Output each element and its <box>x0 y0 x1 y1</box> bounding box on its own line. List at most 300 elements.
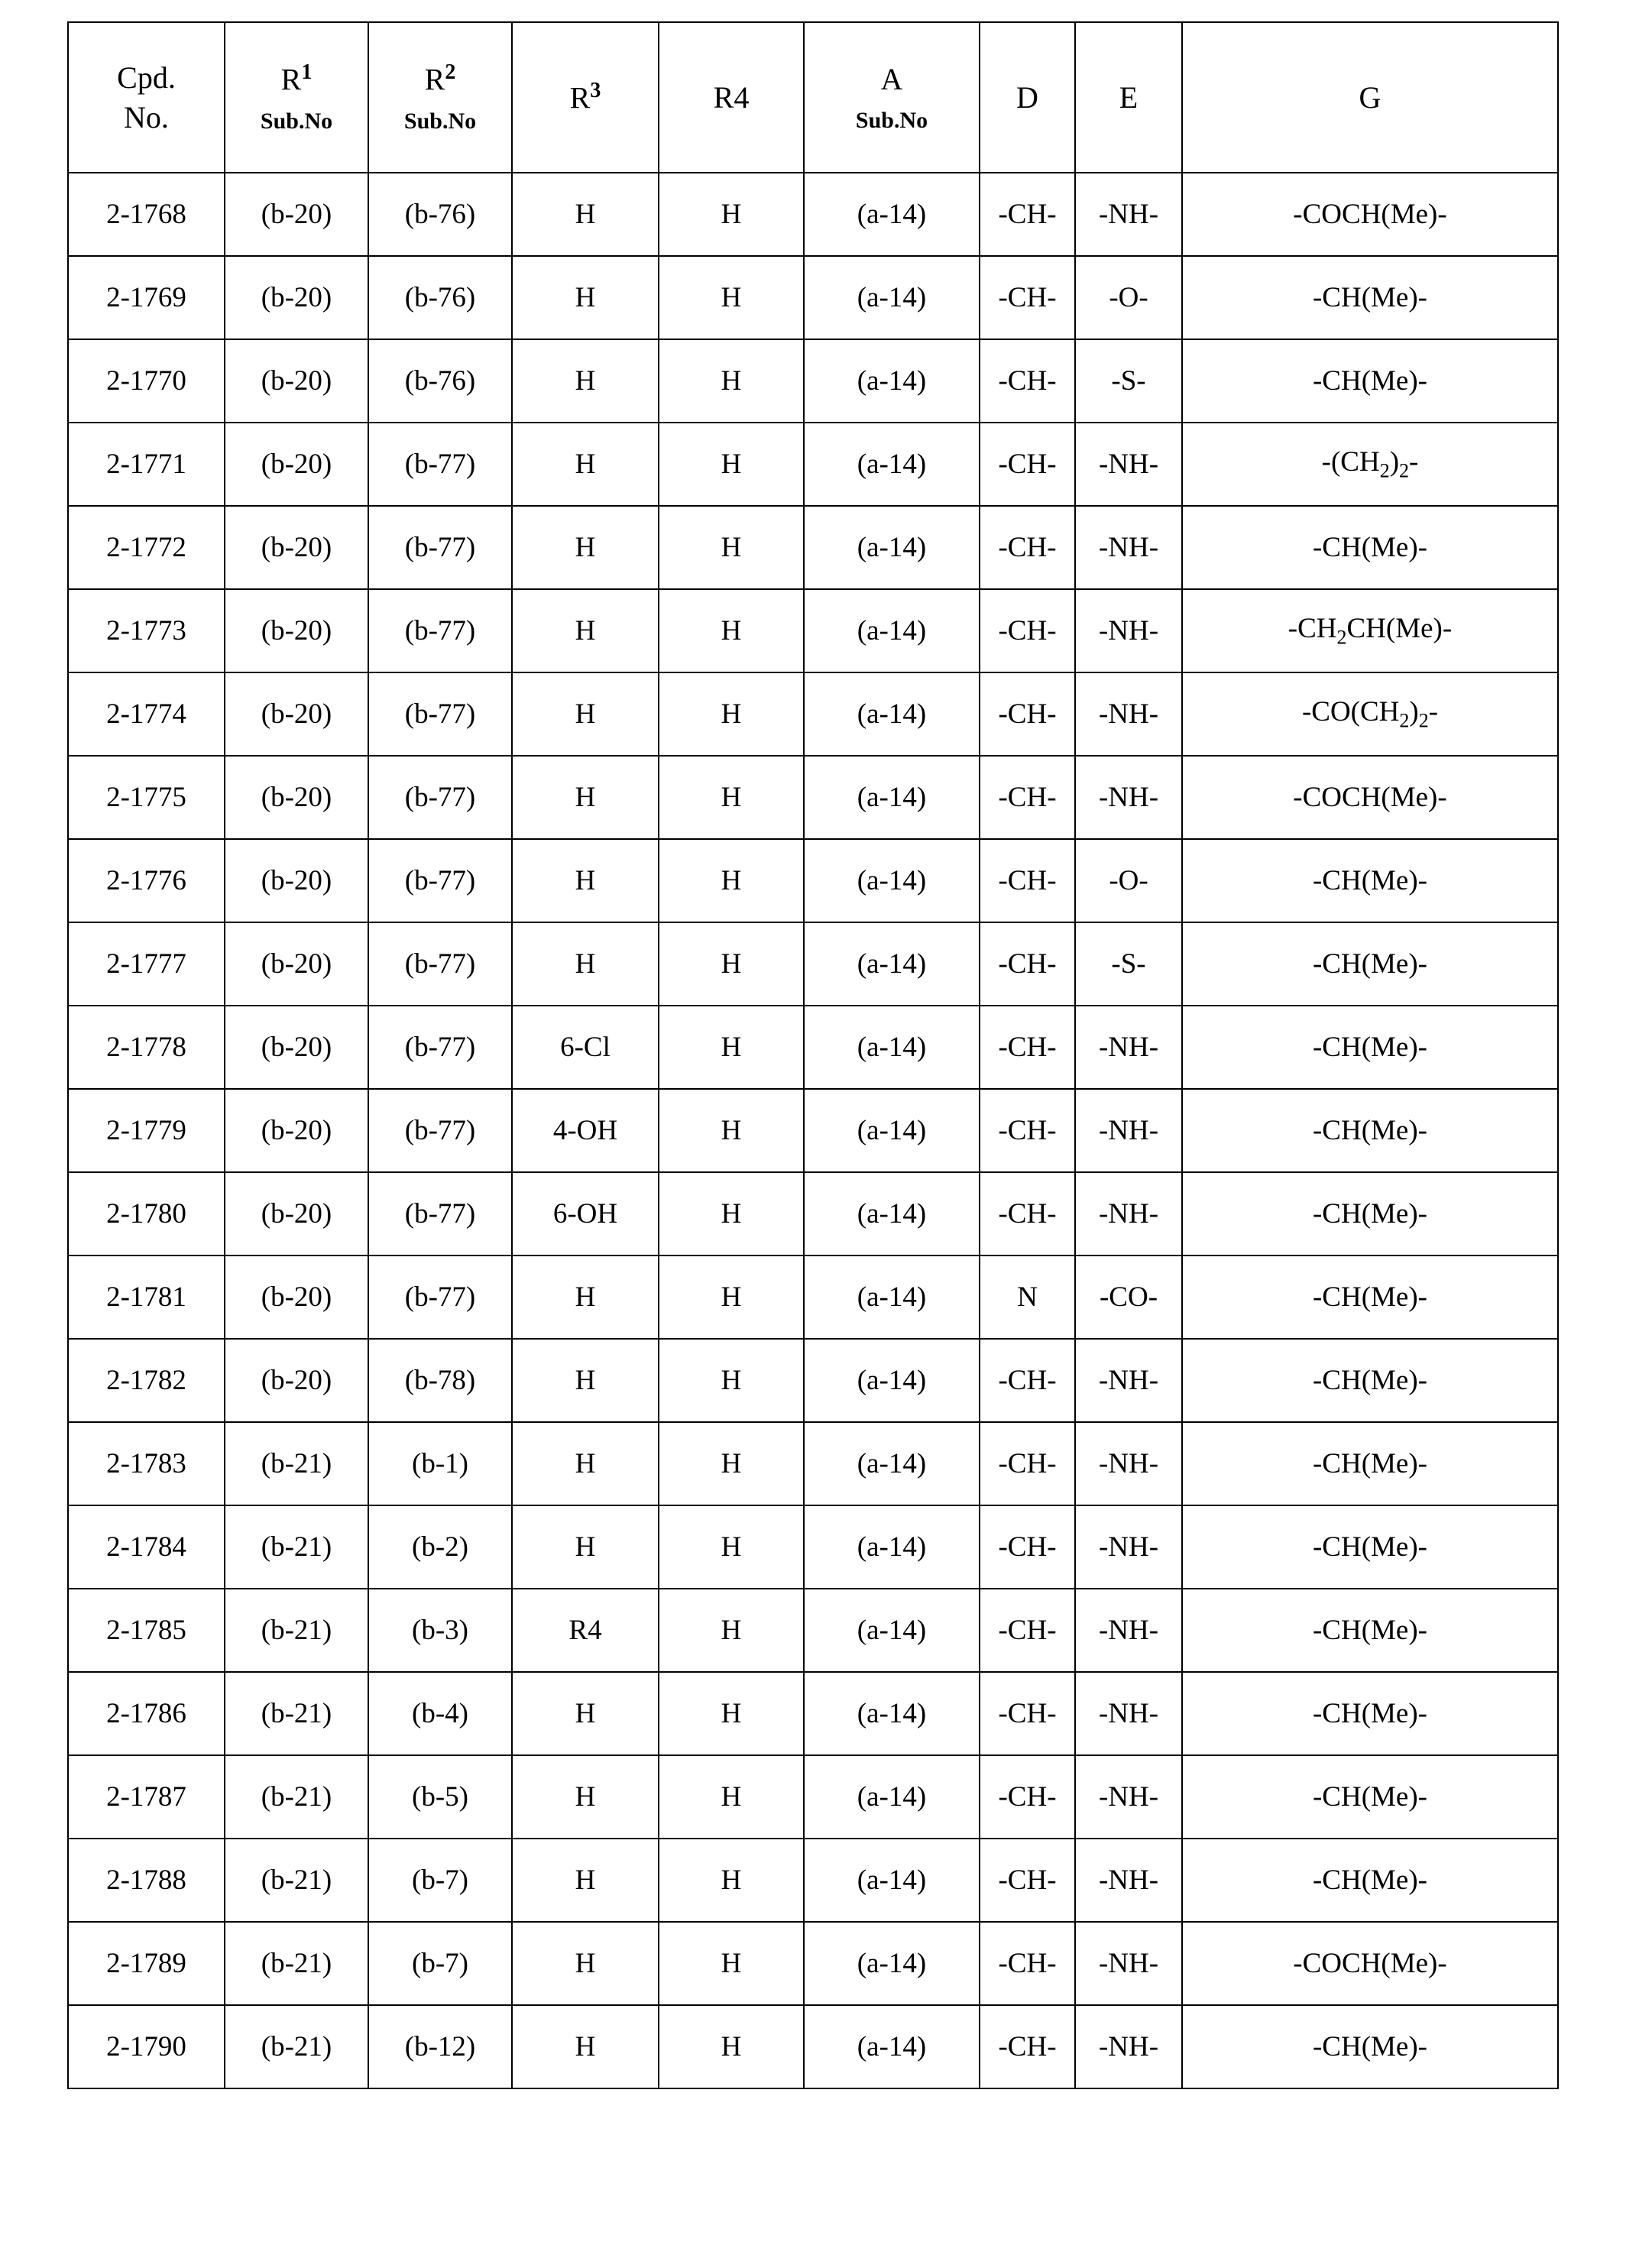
cell-a <box>804 1256 980 1339</box>
cell-e-text: -NH- <box>1098 1865 1159 1896</box>
cell-r1 <box>225 1006 368 1089</box>
cell-cpd-no <box>68 1339 225 1422</box>
cell-r4-text: H <box>721 1448 742 1479</box>
cell-g-text: -CH(Me)- <box>1312 1198 1427 1230</box>
cell-r2-text: (b-77) <box>404 1115 476 1146</box>
cell-r3-text: H <box>575 782 596 813</box>
cell-r2 <box>368 1589 512 1672</box>
cell-r1-text: (b-21) <box>261 1865 332 1896</box>
cell-a <box>804 756 980 839</box>
cell-a-text: (a-14) <box>857 1615 927 1646</box>
cell-r2-text: (b-77) <box>404 615 476 646</box>
cell-r3 <box>512 1339 659 1422</box>
cell-d <box>980 1089 1075 1172</box>
cell-r2-text: (b-2) <box>412 1531 468 1563</box>
cell-r1 <box>225 256 368 339</box>
cell-e <box>1075 839 1182 922</box>
cell-a <box>804 1589 980 1672</box>
cell-r4 <box>659 1672 804 1755</box>
cell-a <box>804 1922 980 2005</box>
cell-d <box>980 1339 1075 1422</box>
cell-r2-text: (b-78) <box>404 1365 476 1396</box>
cell-r4 <box>659 1755 804 1839</box>
cell-d <box>980 173 1075 256</box>
cell-r1 <box>225 1672 368 1755</box>
table-row <box>68 1339 1558 1422</box>
cell-g-text: -CH(Me)- <box>1312 282 1427 313</box>
cell-d-text: -CH- <box>998 1198 1057 1230</box>
cell-g-text: -CH(Me)- <box>1312 1698 1427 1729</box>
cell-d-text: -CH- <box>998 365 1057 397</box>
cell-a-text: (a-14) <box>857 1281 927 1313</box>
cell-g <box>1182 1839 1558 1922</box>
cell-r1 <box>225 339 368 423</box>
cell-r1-text: (b-20) <box>261 365 332 397</box>
cell-g <box>1182 672 1558 756</box>
cell-d <box>980 672 1075 756</box>
cell-r4 <box>659 423 804 506</box>
cell-a <box>804 589 980 672</box>
cell-r3 <box>512 922 659 1006</box>
cell-cpd-no <box>68 1755 225 1839</box>
cell-e <box>1075 1589 1182 1672</box>
cell-cpd-no-text: 2-1769 <box>106 282 186 313</box>
cell-e <box>1075 173 1182 256</box>
cell-r4 <box>659 672 804 756</box>
header-r3 <box>512 22 659 173</box>
cell-r3-text: H <box>575 865 596 896</box>
cell-r2-text: (b-3) <box>412 1615 468 1646</box>
cell-e <box>1075 2005 1182 2088</box>
cell-r4 <box>659 839 804 922</box>
cell-r2-text: (b-12) <box>404 2031 476 2062</box>
cell-e <box>1075 589 1182 672</box>
cell-cpd-no <box>68 173 225 256</box>
cell-r2 <box>368 1339 512 1422</box>
cell-r3 <box>512 1672 659 1755</box>
cell-r3 <box>512 2005 659 2088</box>
cell-g-text: -CH(Me)- <box>1312 1615 1427 1646</box>
table-row <box>68 506 1558 589</box>
cell-g <box>1182 756 1558 839</box>
cell-e-text: -CO- <box>1099 1281 1158 1313</box>
cell-r3 <box>512 1422 659 1505</box>
cell-d-text: -CH- <box>998 282 1057 313</box>
cell-d-text: -CH- <box>998 2031 1057 2062</box>
cell-r4-text: H <box>721 2031 742 2062</box>
cell-r2-text: (b-77) <box>404 449 476 480</box>
cell-r2 <box>368 173 512 256</box>
cell-a-text: (a-14) <box>857 1698 927 1729</box>
cell-r4-text: H <box>721 615 742 646</box>
cell-g <box>1182 423 1558 506</box>
cell-r2-text: (b-77) <box>404 1198 476 1230</box>
cell-d <box>980 1672 1075 1755</box>
cell-e <box>1075 1172 1182 1256</box>
cell-cpd-no <box>68 589 225 672</box>
cell-cpd-no-text: 2-1774 <box>106 698 186 730</box>
cell-r3-text: H <box>575 1865 596 1896</box>
cell-r4-text: H <box>721 365 742 397</box>
header-row <box>68 22 1558 173</box>
cell-a-text: (a-14) <box>857 1781 927 1813</box>
cell-r3-text: H <box>575 449 596 480</box>
cell-cpd-no <box>68 506 225 589</box>
cell-e-text: -NH- <box>1098 1032 1159 1063</box>
cell-r3 <box>512 1922 659 2005</box>
cell-r4-text: H <box>721 1865 742 1896</box>
cell-e-text: -NH- <box>1098 532 1159 563</box>
cell-r1-text: (b-21) <box>261 1615 332 1646</box>
cell-e-text: -NH- <box>1098 199 1159 230</box>
cell-a <box>804 1089 980 1172</box>
cell-r4-text: H <box>721 782 742 813</box>
cell-r4 <box>659 922 804 1006</box>
cell-cpd-no <box>68 1922 225 2005</box>
cell-g-text: -CH(Me)- <box>1312 1365 1427 1396</box>
cell-r3-text: H <box>575 365 596 397</box>
cell-r2-text: (b-77) <box>404 1032 476 1063</box>
cell-r1 <box>225 423 368 506</box>
table-row <box>68 173 1558 256</box>
cell-a <box>804 1672 980 1755</box>
cell-g <box>1182 1922 1558 2005</box>
table-row <box>68 1422 1558 1505</box>
cell-r1-text: (b-20) <box>261 282 332 313</box>
cell-d <box>980 256 1075 339</box>
cell-e <box>1075 423 1182 506</box>
table-row <box>68 672 1558 756</box>
cell-r4-text: H <box>721 1115 742 1146</box>
cell-cpd-no-text: 2-1787 <box>106 1781 186 1813</box>
cell-g-text: -COCH(Me)- <box>1293 1948 1447 1979</box>
cell-r1 <box>225 1172 368 1256</box>
cell-r3-text: H <box>575 698 596 730</box>
cell-d <box>980 339 1075 423</box>
cell-r2-text: (b-77) <box>404 865 476 896</box>
cell-r1 <box>225 2005 368 2088</box>
cell-r1 <box>225 922 368 1006</box>
cell-e <box>1075 1339 1182 1422</box>
cell-e <box>1075 1089 1182 1172</box>
cell-d-text: -CH- <box>998 1115 1057 1146</box>
table-row <box>68 1256 1558 1339</box>
cell-e-text: -NH- <box>1098 1198 1159 1230</box>
cell-a <box>804 1006 980 1089</box>
cell-r1-text: (b-21) <box>261 2031 332 2062</box>
cell-r2-text: (b-77) <box>404 698 476 730</box>
cell-e <box>1075 506 1182 589</box>
cell-r2 <box>368 1922 512 2005</box>
cell-r3-text: R4 <box>568 1615 602 1646</box>
cell-r4 <box>659 506 804 589</box>
cell-e <box>1075 922 1182 1006</box>
cell-r2-text: (b-77) <box>404 948 476 980</box>
cell-cpd-no-text: 2-1772 <box>106 532 186 563</box>
cell-a <box>804 1755 980 1839</box>
cell-a-text: (a-14) <box>857 1198 927 1230</box>
cell-g-text: -CH(Me)- <box>1312 2031 1427 2062</box>
cell-d-text: -CH- <box>998 1948 1057 1979</box>
cell-d-text: -CH- <box>998 865 1057 896</box>
cell-a <box>804 1339 980 1422</box>
cell-r1 <box>225 672 368 756</box>
cell-r3 <box>512 423 659 506</box>
table-row <box>68 256 1558 339</box>
cell-g-text: -CH(Me)- <box>1312 1281 1427 1313</box>
cell-r4-text: H <box>721 532 742 563</box>
cell-r4-text: H <box>721 1032 742 1063</box>
cell-g-text: -CH(Me)- <box>1312 1531 1427 1563</box>
cell-d <box>980 839 1075 922</box>
cell-d <box>980 1256 1075 1339</box>
cell-a-text: (a-14) <box>857 948 927 980</box>
header-main: D <box>1016 79 1038 115</box>
cell-r1 <box>225 1589 368 1672</box>
cell-r4 <box>659 1589 804 1672</box>
cell-r3 <box>512 1089 659 1172</box>
cell-cpd-no-text: 2-1779 <box>106 1115 186 1146</box>
cell-r2 <box>368 589 512 672</box>
cell-r1 <box>225 756 368 839</box>
cell-r4 <box>659 256 804 339</box>
cell-g <box>1182 1339 1558 1422</box>
cell-cpd-no-text: 2-1777 <box>106 948 186 980</box>
cell-a <box>804 1505 980 1589</box>
header-secondary: Sub.No <box>855 107 928 133</box>
cell-e-text: -NH- <box>1098 1781 1159 1813</box>
cell-g <box>1182 506 1558 589</box>
cell-r3 <box>512 173 659 256</box>
cell-r3-text: H <box>575 532 596 563</box>
cell-r3 <box>512 1256 659 1339</box>
cell-r2 <box>368 922 512 1006</box>
table-row <box>68 922 1558 1006</box>
cell-r4-text: H <box>721 1781 742 1813</box>
table-row <box>68 1089 1558 1172</box>
cell-r3-text: H <box>575 948 596 980</box>
cell-e-text: -NH- <box>1098 1948 1159 1979</box>
cell-r2-text: (b-7) <box>412 1948 468 1979</box>
cell-e <box>1075 1006 1182 1089</box>
table-row <box>68 1922 1558 2005</box>
cell-cpd-no-text: 2-1776 <box>106 865 186 896</box>
cell-d <box>980 423 1075 506</box>
cell-cpd-no <box>68 756 225 839</box>
cell-r2-text: (b-1) <box>412 1448 468 1479</box>
cell-r4-text: H <box>721 865 742 896</box>
cell-r1-text: (b-21) <box>261 1448 332 1479</box>
cell-d <box>980 1505 1075 1589</box>
cell-g <box>1182 1755 1558 1839</box>
cell-e <box>1075 339 1182 423</box>
cell-r1-text: (b-20) <box>261 449 332 480</box>
cell-r3 <box>512 256 659 339</box>
cell-e <box>1075 756 1182 839</box>
cell-cpd-no <box>68 1006 225 1089</box>
cell-r3-text: 6-Cl <box>560 1032 611 1063</box>
cell-g <box>1182 1505 1558 1589</box>
compound-table <box>67 21 1559 2089</box>
cell-r3 <box>512 756 659 839</box>
cell-d-text: -CH- <box>998 532 1057 563</box>
cell-e-text: -NH- <box>1098 1448 1159 1479</box>
cell-r1 <box>225 1505 368 1589</box>
cell-cpd-no-text: 2-1768 <box>106 199 186 230</box>
cell-e <box>1075 1256 1182 1339</box>
table-header <box>68 22 1558 173</box>
cell-r1 <box>225 1339 368 1422</box>
cell-cpd-no-text: 2-1788 <box>106 1865 186 1896</box>
cell-r1 <box>225 1839 368 1922</box>
cell-e-text: -NH- <box>1098 1698 1159 1729</box>
cell-cpd-no-text: 2-1785 <box>106 1615 186 1646</box>
cell-r4 <box>659 589 804 672</box>
cell-r2-text: (b-77) <box>404 532 476 563</box>
cell-g-text: -CH(Me)- <box>1312 1865 1427 1896</box>
cell-a <box>804 839 980 922</box>
cell-r4 <box>659 1006 804 1089</box>
cell-r1-text: (b-20) <box>261 865 332 896</box>
cell-cpd-no-text: 2-1771 <box>106 449 186 480</box>
cell-d <box>980 1006 1075 1089</box>
cell-r2 <box>368 672 512 756</box>
cell-r3 <box>512 1172 659 1256</box>
cell-r4-text: H <box>721 282 742 313</box>
table-row <box>68 1505 1558 1589</box>
header-main: $R^3$ <box>569 79 601 115</box>
cell-cpd-no <box>68 839 225 922</box>
compound-table-container <box>67 21 1557 2089</box>
cell-g <box>1182 589 1558 672</box>
cell-d-text: -CH- <box>998 1698 1057 1729</box>
table-body <box>68 173 1558 2088</box>
cell-e <box>1075 1755 1182 1839</box>
cell-a <box>804 506 980 589</box>
header-main: R4 <box>713 79 750 115</box>
cell-d-text: -CH- <box>998 449 1057 480</box>
cell-a-text: (a-14) <box>857 1948 927 1979</box>
cell-cpd-no-text: 2-1781 <box>106 1281 186 1313</box>
cell-g-text: -CH(Me)- <box>1312 865 1427 896</box>
table-row <box>68 1006 1558 1089</box>
cell-r1-text: (b-20) <box>261 1198 332 1230</box>
header-superscript: 1 <box>301 60 313 85</box>
cell-r4-text: H <box>721 1365 742 1396</box>
cell-e-text: -NH- <box>1098 1115 1159 1146</box>
cell-g <box>1182 1672 1558 1755</box>
cell-g <box>1182 256 1558 339</box>
table-row <box>68 756 1558 839</box>
cell-cpd-no <box>68 672 225 756</box>
cell-r1 <box>225 173 368 256</box>
cell-g <box>1182 1172 1558 1256</box>
cell-r2 <box>368 339 512 423</box>
header-secondary: No. <box>124 99 169 134</box>
cell-r3 <box>512 589 659 672</box>
cell-d <box>980 1172 1075 1256</box>
cell-r3-text: H <box>575 199 596 230</box>
header-main: A <box>880 61 903 96</box>
cell-r1-text: (b-20) <box>261 1281 332 1313</box>
cell-g <box>1182 1089 1558 1172</box>
cell-r2-text: (b-76) <box>404 199 476 230</box>
cell-r2 <box>368 1755 512 1839</box>
cell-r2 <box>368 1422 512 1505</box>
cell-r2 <box>368 839 512 922</box>
cell-a-text: (a-14) <box>857 698 927 730</box>
cell-r3-text: H <box>575 1281 596 1313</box>
cell-a <box>804 423 980 506</box>
cell-r1-text: (b-20) <box>261 1115 332 1146</box>
cell-a-text: (a-14) <box>857 615 927 646</box>
cell-g-text: -COCH(Me)- <box>1293 782 1447 813</box>
cell-cpd-no-text: 2-1775 <box>106 782 186 813</box>
cell-r4 <box>659 1922 804 2005</box>
cell-r2-text: (b-77) <box>404 782 476 813</box>
table-row <box>68 1672 1558 1755</box>
cell-cpd-no <box>68 1256 225 1339</box>
cell-r2 <box>368 1089 512 1172</box>
cell-cpd-no <box>68 1172 225 1256</box>
cell-d <box>980 1922 1075 2005</box>
cell-r1 <box>225 1089 368 1172</box>
cell-r4-text: H <box>721 199 742 230</box>
cell-r3 <box>512 1505 659 1589</box>
table-row <box>68 839 1558 922</box>
cell-d-text: -CH- <box>998 698 1057 730</box>
cell-r2 <box>368 1839 512 1922</box>
cell-g <box>1182 2005 1558 2088</box>
cell-r4 <box>659 1256 804 1339</box>
cell-r2 <box>368 256 512 339</box>
cell-g <box>1182 1006 1558 1089</box>
cell-g-text: -COCH(Me)- <box>1293 199 1447 230</box>
cell-r1-text: (b-21) <box>261 1781 332 1813</box>
cell-r1-text: (b-21) <box>261 1698 332 1729</box>
cell-r1-text: (b-20) <box>261 698 332 730</box>
cell-a-text: (a-14) <box>857 2031 927 2062</box>
cell-a-text: (a-14) <box>857 782 927 813</box>
cell-cpd-no <box>68 256 225 339</box>
cell-d-text: -CH- <box>998 1365 1057 1396</box>
cell-e-text: -NH- <box>1098 782 1159 813</box>
header-e <box>1075 22 1182 173</box>
cell-e-text: -NH- <box>1098 615 1159 646</box>
cell-cpd-no-text: 2-1783 <box>106 1448 186 1479</box>
cell-r1-text: (b-20) <box>261 1032 332 1063</box>
cell-a-text: (a-14) <box>857 282 927 313</box>
cell-r2 <box>368 1672 512 1755</box>
cell-d-text: -CH- <box>998 1032 1057 1063</box>
cell-e-text: -S- <box>1111 948 1146 980</box>
cell-a <box>804 1422 980 1505</box>
cell-r2 <box>368 1505 512 1589</box>
cell-a-text: (a-14) <box>857 1032 927 1063</box>
cell-d <box>980 506 1075 589</box>
cell-r2-text: (b-76) <box>404 365 476 397</box>
cell-e-text: -S- <box>1111 365 1146 397</box>
cell-r4-text: H <box>721 1198 742 1230</box>
header-r2 <box>368 22 512 173</box>
header-main: $R^2$ <box>424 60 456 97</box>
cell-r2 <box>368 2005 512 2088</box>
cell-g <box>1182 173 1558 256</box>
cell-r3-text: H <box>575 1448 596 1479</box>
cell-e <box>1075 1922 1182 2005</box>
cell-cpd-no <box>68 1505 225 1589</box>
cell-cpd-no <box>68 1839 225 1922</box>
